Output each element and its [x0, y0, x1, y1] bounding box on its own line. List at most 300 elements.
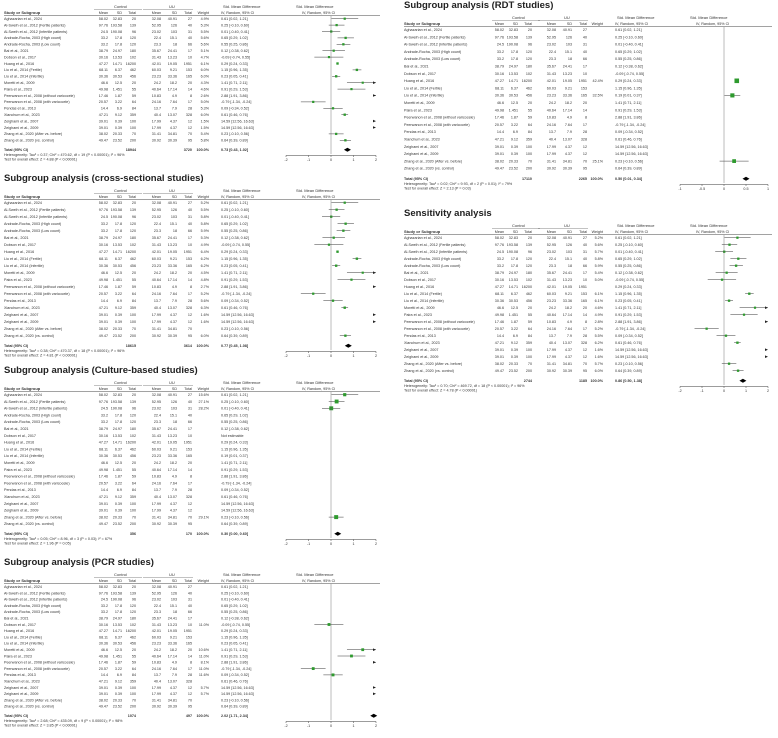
table-cell: 1.6% — [200, 313, 209, 317]
study-name: Andrade-Rocha, 2003 (High count) — [4, 222, 62, 226]
study-name: Aghazarian et al., 2024 — [4, 585, 42, 589]
column-header-effect: Std. Mean Difference — [223, 4, 261, 9]
table-cell: 100 — [129, 125, 136, 130]
column-header: Total — [128, 579, 136, 583]
study-name: Peerwanon et al., 2008 (with varicocele) — [4, 292, 70, 296]
study-name: Peerwanon et al., 2008 (without varicocele) — [404, 115, 475, 120]
table-cell: 4.37 — [169, 320, 177, 324]
effect-marker — [332, 300, 334, 302]
column-header-ci: IV, Random, 95% CI — [221, 579, 255, 583]
table-cell: 55 — [131, 654, 136, 659]
table-cell: 1.451 — [112, 467, 122, 472]
table-cell: 24.2 — [153, 648, 161, 652]
heterogeneity-text: Heterogeneity: Tau² = 0.02; Chi² = 9.93, df = 2 (P = 0.01); I² = 79% — [404, 182, 513, 186]
table-cell: 13.7 — [153, 299, 161, 303]
table-cell: 1.87 — [510, 320, 518, 324]
effect-marker — [333, 50, 335, 52]
study-name: Andrade-Rocha, 2003 (High count) — [404, 49, 462, 54]
column-header: Total — [579, 22, 587, 26]
column-header: Mean — [494, 230, 504, 234]
table-cell: 24.5 — [496, 42, 504, 47]
effect-ci-text: 0.23 [-0.10, 0.56] — [615, 159, 643, 164]
table-cell: 7.64 — [564, 327, 572, 331]
effect-ci-text: 2.88 [1.91, 3.86] — [221, 660, 248, 665]
table-cell: 23.52 — [112, 522, 122, 527]
study-name: Xianchum et al., 2023 — [4, 495, 40, 499]
study-name: Xianchum et al., 2023 — [404, 341, 440, 345]
column-header-ci-plot: IV, Random, 95% CI — [302, 195, 336, 199]
table-cell: 30.16 — [98, 243, 108, 247]
table-cell: 95 — [187, 522, 192, 527]
table-cell: 15.1 — [169, 603, 177, 608]
table-cell: 19.05 — [167, 440, 177, 445]
table-cell: 5.5% — [594, 334, 603, 338]
study-name: Liu et al., 2014 (Infertile) — [4, 74, 44, 79]
table-cell: 20 — [131, 81, 136, 85]
table-cell: 18.2 — [169, 461, 177, 465]
table-cell: 100 — [525, 355, 532, 359]
table-cell: 180 — [525, 64, 532, 69]
total-ci: 0.77 [0.45, 1.08] — [221, 344, 249, 348]
table-cell: 24.16 — [151, 100, 161, 105]
table-cell: 49.47 — [98, 138, 108, 143]
table-cell: 153 — [580, 86, 587, 91]
table-cell: 27 — [187, 201, 192, 205]
column-header: Weight — [591, 230, 603, 234]
table-cell: 64 — [131, 666, 136, 671]
table-cell: 47.27 — [494, 285, 504, 289]
effect-marker — [342, 230, 344, 232]
ci-arrow — [373, 320, 376, 323]
table-cell: 18.2 — [169, 648, 177, 652]
column-header-study: Study or Subgroup — [4, 194, 41, 199]
table-cell: 24.16 — [546, 327, 556, 331]
effect-ci-text: 0.23 [-0.10, 0.56] — [221, 327, 249, 331]
table-cell: 52.95 — [151, 208, 161, 212]
table-cell: 40 — [187, 36, 192, 41]
table-cell: 102 — [129, 243, 136, 247]
effect-marker — [332, 673, 335, 676]
study-name: Andrade-Rocha, 2003 (Low count) — [4, 229, 61, 233]
column-header-effect-plot: Std. Mean Difference — [690, 15, 728, 20]
effect-ci-text: 0.91 [0.29, 1.53] — [221, 278, 248, 282]
table-cell: 4.3% — [200, 81, 209, 85]
table-cell: 19.05 — [562, 285, 572, 289]
effect-ci-text: 0.25 [-0.10, 0.60] — [221, 208, 249, 212]
table-cell: 17.8 — [114, 610, 122, 615]
effect-ci-text: 0.23 [-0.10, 0.56] — [615, 362, 643, 366]
table-cell: 1.6% — [594, 355, 603, 359]
effect-ci-text: -0.79 [-1.34, -0.24] — [221, 100, 252, 105]
table-cell: 68.11 — [99, 447, 108, 452]
table-cell: 17.99 — [151, 320, 161, 324]
table-cell: 5.4% — [200, 132, 209, 137]
table-cell: 33.2 — [100, 603, 108, 608]
column-header: Mean — [151, 195, 161, 199]
table-cell: 40 — [582, 257, 587, 261]
table-cell: 20 — [527, 306, 532, 310]
table-cell: 31.41 — [151, 698, 161, 703]
table-cell: 20 — [187, 461, 192, 465]
column-header: Total — [579, 230, 587, 234]
effect-marker — [329, 406, 333, 410]
table-cell: 8 — [584, 115, 587, 120]
table-cell: 120 — [525, 49, 532, 54]
table-cell: 20.33 — [508, 159, 518, 164]
table-cell: 39.01 — [98, 119, 108, 124]
effect-ci-text: 1.15 [0.96, 1.35] — [221, 68, 248, 73]
table-cell: 4.6% — [594, 306, 603, 310]
table-cell: 23.3 — [548, 264, 556, 268]
table-cell: 7.64 — [169, 481, 177, 486]
table-cell: 15.1 — [169, 36, 177, 41]
column-header-uu: UU — [169, 188, 175, 193]
x-tick-label: -0.5 — [698, 187, 706, 191]
table-cell: 165 — [580, 299, 587, 303]
table-cell: 17.99 — [151, 685, 161, 690]
table-cell: 14.71 — [112, 629, 122, 634]
table-cell: 3.22 — [114, 666, 122, 671]
table-cell: 31.41 — [151, 132, 161, 137]
table-cell: 20.33 — [112, 327, 122, 331]
table-cell: 10 — [187, 243, 192, 247]
table-cell: 17.99 — [151, 508, 161, 513]
column-header: Weight — [591, 22, 603, 26]
table-cell: 200 — [129, 522, 136, 527]
table-cell: 30.39 — [167, 138, 177, 143]
table-cell: 200 — [129, 334, 136, 338]
panel-title-culture: Subgroup analysis (Culture-based studies) — [4, 365, 198, 376]
table-cell: 40.64 — [546, 108, 556, 113]
table-cell: 4.37 — [169, 125, 177, 130]
table-cell: 40.64 — [151, 467, 161, 472]
table-cell: 190.08 — [506, 42, 518, 47]
table-cell: 20.57 — [98, 481, 108, 486]
column-header-effect-plot: Std. Mean Difference — [690, 223, 728, 228]
table-cell: 70 — [131, 327, 136, 331]
effect-ci-text: -0.79 [-1.34, -0.24] — [221, 481, 252, 486]
column-header-effect-plot: Std. Mean Difference — [296, 572, 334, 577]
table-cell: 33.2 — [496, 264, 504, 268]
table-cell: 103 — [565, 250, 572, 254]
total-weight: 100.0% — [196, 532, 209, 536]
effect-ci-text: 0.25 [-0.10, 0.60] — [615, 35, 643, 40]
table-cell: 46.6 — [100, 461, 108, 465]
table-cell: 38.02 — [98, 698, 108, 703]
total-label: Total (95% CI) — [4, 344, 29, 348]
column-header: Total — [524, 22, 532, 26]
table-cell: 96 — [131, 215, 136, 219]
table-cell: 97.76 — [98, 208, 108, 212]
study-name: Huang et al., 2016 — [404, 285, 435, 289]
table-cell: 17.14 — [167, 467, 177, 472]
table-cell: 14.71 — [508, 79, 518, 84]
table-cell: 18 — [567, 264, 572, 268]
table-cell: 23.02 — [151, 29, 161, 34]
study-name: Xianchum et al., 2023 — [4, 679, 40, 684]
table-cell: 10 — [582, 71, 587, 76]
table-cell: 30.16 — [98, 55, 108, 60]
table-cell: 31.41 — [151, 327, 161, 331]
table-cell: 59 — [131, 93, 136, 98]
table-cell: 19.05 — [562, 79, 572, 84]
table-cell: 64 — [527, 327, 532, 331]
heterogeneity-text: Heterogeneity: Tau² = 0.38; Chi² = 470.37, df = 18 (P < 0.00001); I² = 96% — [4, 349, 125, 353]
table-cell: 14 — [582, 108, 587, 113]
table-cell: 359 — [129, 679, 136, 684]
table-cell: 5.2% — [594, 236, 603, 240]
effect-marker — [334, 515, 338, 519]
table-cell: 4.9 — [171, 285, 177, 289]
effect-ci-text: 14.59 [12.56, 16.63] — [615, 348, 648, 352]
panel-title-rdt: Subgroup analysis (RDT studies) — [404, 0, 554, 11]
table-cell: 28 — [582, 130, 587, 135]
table-cell: 38.79 — [98, 49, 108, 53]
column-header: Mean — [151, 579, 161, 583]
study-name: Pendas et al., 2013 — [4, 488, 36, 493]
table-cell: 456 — [129, 74, 136, 79]
table-cell: 153 — [185, 635, 192, 640]
effect-marker — [343, 393, 346, 396]
table-cell: 47.27 — [98, 250, 108, 254]
table-cell: 33.36 — [562, 299, 572, 303]
table-cell: 100 — [525, 152, 532, 157]
table-cell: 19.05 — [167, 250, 177, 254]
table-cell: 165 — [185, 74, 192, 79]
table-cell: 39.01 — [98, 125, 108, 130]
table-cell: 11.6% — [198, 673, 209, 678]
effect-marker — [723, 251, 725, 253]
table-cell: 24.16 — [151, 292, 161, 296]
table-cell: 30.92 — [151, 704, 161, 709]
table-cell: 5.3% — [200, 23, 209, 28]
pooled-diamond — [345, 344, 352, 348]
table-cell: 35.67 — [546, 271, 556, 275]
column-header-effect-plot: Std. Mean Difference — [296, 380, 334, 385]
effect-ci-text: 1.41 [0.71, 2.11] — [221, 648, 248, 652]
effect-ci-text: 1.41 [0.71, 2.11] — [221, 271, 248, 275]
pooled-diamond — [743, 177, 750, 181]
table-cell: 8 — [189, 285, 192, 289]
table-cell: 100 — [129, 119, 136, 124]
table-cell: 0.39 — [114, 119, 122, 124]
effect-ci-text: 0.12 [-0.38, 0.62] — [615, 271, 643, 275]
table-cell: 39.01 — [98, 508, 108, 513]
table-cell: 5.0% — [200, 100, 209, 105]
study-name: Aghazarian et al., 2024 — [404, 236, 442, 240]
effect-marker — [312, 101, 314, 103]
x-tick-label: 0 — [329, 542, 333, 546]
table-cell: 12 — [582, 348, 587, 352]
ci-arrow — [373, 120, 376, 123]
table-cell: 14.4 — [100, 673, 108, 678]
table-cell: 10.6% — [198, 648, 209, 652]
table-cell: 16200 — [125, 440, 136, 445]
effect-ci-text: 0.09 [-0.34, 0.52] — [615, 130, 643, 135]
study-name: Zeighami et al., 2009 — [404, 152, 439, 157]
total-n-uu: 3720 — [183, 148, 192, 152]
table-cell: 52.95 — [151, 399, 161, 404]
table-cell: 23.3 — [153, 42, 161, 47]
study-name: Moretti et al., 2009 — [4, 81, 35, 85]
table-cell: 42.01 — [151, 61, 161, 66]
table-cell: 120 — [525, 264, 532, 268]
table-cell: 20 — [131, 201, 136, 205]
table-cell: 46.6 — [100, 81, 108, 85]
study-name: Zeighami et al., 2007 — [404, 144, 439, 149]
x-tick-label: -1 — [678, 187, 682, 191]
ci-arrow — [373, 81, 376, 84]
effect-ci-text: 14.59 [12.56, 16.63] — [615, 144, 648, 149]
study-name: Zeighami et al., 2007 — [4, 501, 39, 506]
effect-ci-text: 2.88 [1.91, 3.86] — [221, 93, 248, 98]
table-cell: 13.07 — [167, 679, 177, 684]
table-cell: 14.71 — [112, 61, 122, 66]
table-cell: 33.36 — [167, 264, 177, 268]
table-cell: 34.81 — [562, 362, 572, 366]
study-name: Moretti et al., 2009 — [404, 101, 435, 105]
table-cell: 102 — [129, 55, 136, 60]
table-cell: 55 — [131, 87, 136, 92]
table-cell: 58.02 — [98, 393, 108, 397]
table-cell: 58.02 — [98, 201, 108, 205]
table-cell: 193.58 — [110, 23, 122, 28]
study-name: Liu et al., 2014 (Infertile) — [404, 299, 444, 303]
table-cell: 46.6 — [100, 648, 108, 652]
table-cell: 10 — [187, 55, 192, 60]
table-cell: 153 — [580, 292, 587, 296]
column-header-ci-plot: IV, Random, 95% CI — [302, 579, 336, 583]
effect-ci-text: 14.59 [12.56, 16.63] — [221, 685, 254, 690]
table-cell: 4.9 — [566, 320, 572, 324]
table-cell: 24.97 — [508, 64, 518, 69]
table-cell: 6.4% — [200, 250, 209, 254]
table-cell: 55 — [131, 467, 136, 472]
table-cell: 5.8% — [200, 215, 209, 219]
study-name: Aghazarian et al., 2024 — [404, 28, 442, 32]
table-cell: 17.99 — [151, 125, 161, 130]
effect-marker — [732, 159, 736, 163]
table-cell: 35.67 — [151, 616, 161, 621]
table-cell: 30.36 — [98, 74, 108, 79]
table-cell: 68.11 — [99, 635, 108, 640]
study-name: Zeighami et al., 2007 — [4, 119, 39, 124]
table-cell: 20 — [187, 271, 192, 275]
effect-ci-text: 0.65 [0.29, 1.02] — [221, 603, 248, 608]
effect-marker — [743, 314, 745, 316]
x-tick-label: 2 — [374, 542, 378, 546]
table-cell: 126 — [170, 208, 177, 212]
table-cell: 95 — [187, 138, 192, 143]
effect-ci-text: 0.23 [0.05, 0.41] — [221, 74, 248, 79]
table-cell: 1951 — [183, 61, 192, 66]
table-cell: 9.12 — [510, 341, 518, 345]
effect-marker — [328, 56, 330, 58]
table-cell: 13.23 — [167, 243, 177, 247]
study-name: Peerwanon et al., 2008 (without varicocele) — [4, 93, 75, 98]
effect-ci-text: 0.61 [0.46, 0.76] — [221, 495, 248, 499]
effect-marker — [312, 667, 315, 670]
table-cell: 17 — [187, 666, 192, 671]
table-cell: 6.2% — [200, 257, 209, 261]
table-cell: 30.92 — [151, 522, 161, 527]
effect-marker — [344, 307, 346, 309]
table-cell: 13.07 — [562, 137, 572, 142]
effect-ci-text: -0.09 [-0.74, 0.55] — [221, 55, 251, 60]
table-cell: 96 — [131, 406, 136, 411]
table-cell: 18 — [172, 610, 177, 615]
table-cell: 31.43 — [151, 55, 161, 60]
x-tick-label: 1 — [744, 389, 748, 393]
table-cell: 70 — [187, 132, 192, 137]
study-name: Paira et al., 2023 — [404, 108, 432, 113]
effect-ci-text: 0.01 [-0.40, 0.41] — [221, 597, 249, 602]
table-cell: 3.22 — [114, 100, 122, 105]
effect-ci-text: 0.09 [-0.34, 0.52] — [221, 488, 249, 493]
study-name: Peerwanon et al., 2008 (with varicocele) — [404, 122, 470, 127]
table-cell: 49.98 — [98, 87, 108, 92]
study-name: Aghazarian et al., 2024 — [4, 17, 42, 21]
table-cell: 4.9 — [171, 93, 177, 98]
table-cell: 17.8 — [114, 420, 122, 425]
table-cell: 35.67 — [151, 427, 161, 431]
table-cell: 139 — [129, 208, 136, 212]
table-cell: 100 — [129, 685, 136, 690]
column-header: Total — [524, 230, 532, 234]
table-cell: 30.16 — [494, 71, 504, 76]
study-name: Zeighami et al., 2009 — [4, 320, 39, 324]
table-cell: 8 — [189, 93, 192, 98]
effect-marker — [335, 133, 337, 135]
table-cell: 15.1 — [169, 222, 177, 226]
table-cell: 20.33 — [112, 132, 122, 137]
table-cell: 24.97 — [112, 616, 122, 621]
effect-marker — [362, 82, 364, 84]
table-cell: 20 — [131, 17, 136, 21]
study-name: Zhang et al., 2020 (After vs. before) — [4, 132, 63, 137]
table-cell: 24.97 — [112, 49, 122, 53]
table-cell: 100 — [129, 320, 136, 324]
table-cell: 102 — [525, 278, 532, 282]
table-cell: 17.99 — [151, 692, 161, 697]
effect-marker — [328, 623, 331, 626]
table-cell: 456 — [129, 454, 136, 459]
table-cell: 1.451 — [112, 278, 122, 282]
table-cell: 24.41 — [167, 49, 177, 53]
table-cell: 6.9 — [116, 488, 122, 493]
table-cell: 66 — [582, 57, 587, 62]
table-cell: 13.7 — [153, 106, 161, 111]
table-cell: 40 — [187, 222, 192, 226]
table-cell: 58.02 — [494, 236, 504, 240]
x-tick-label: 0 — [722, 187, 726, 191]
table-cell: 1.87 — [114, 93, 122, 98]
column-header-control: Control — [512, 223, 525, 228]
table-cell: 28 — [187, 299, 192, 303]
study-name: Zhang et al., 2020 (vs. control) — [4, 704, 55, 709]
effect-marker — [736, 342, 738, 344]
study-name: Andrade-Rocha, 2003 (Low count) — [4, 610, 61, 615]
table-cell: 46.6 — [496, 306, 504, 310]
table-cell: 23.23 — [151, 264, 161, 268]
column-header: Weight — [197, 387, 209, 391]
study-name: Andrade-Rocha, 2003 (Low count) — [404, 264, 461, 268]
table-cell: 31.43 — [151, 433, 161, 438]
study-name: Pendas et al., 2013 — [4, 299, 36, 303]
column-header-study: Study or Subgroup — [404, 21, 441, 26]
table-cell: 38.02 — [98, 327, 108, 331]
effect-ci-text: 0.29 [0.24, 0.33] — [221, 440, 248, 445]
